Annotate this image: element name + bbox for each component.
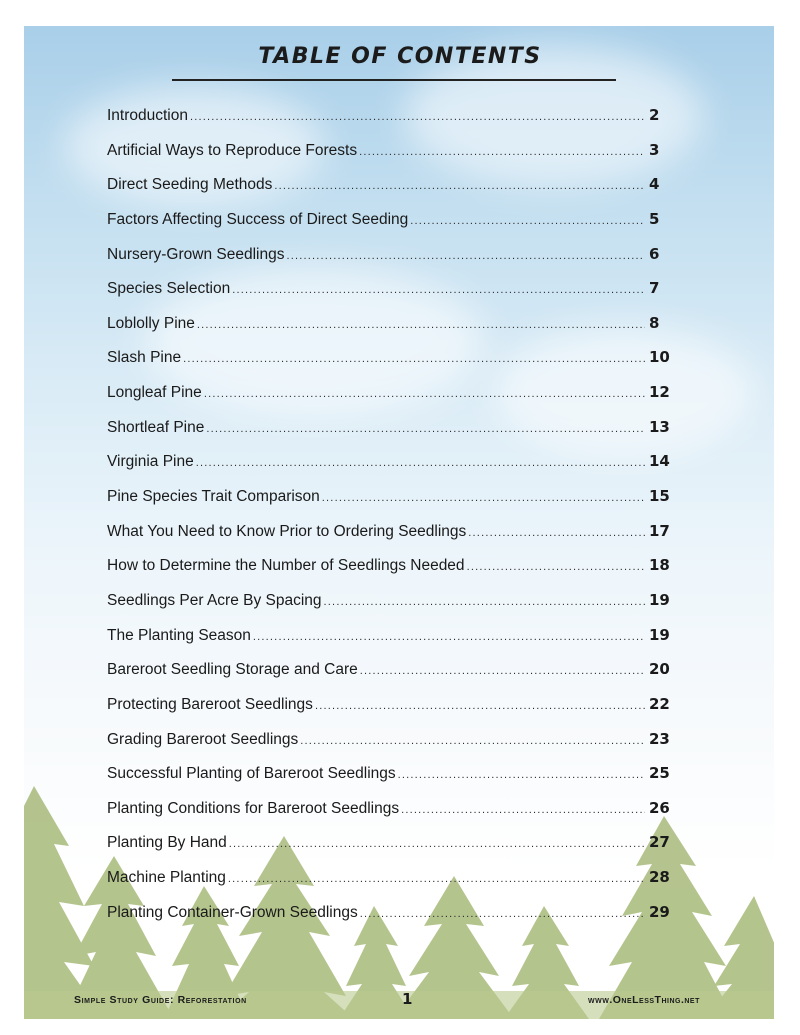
toc-entry-label: Nursery-Grown Seedlings bbox=[107, 245, 285, 263]
toc-leader-dots bbox=[204, 388, 645, 400]
toc-leader-dots bbox=[190, 111, 645, 123]
footer-website-link[interactable]: www.OneLessThing.net bbox=[588, 994, 700, 1006]
toc-entry-label: Longleaf Pine bbox=[107, 384, 202, 402]
toc-entry[interactable] bbox=[107, 522, 675, 557]
toc-leader-dots bbox=[274, 180, 645, 192]
toc-entry-page: 19 bbox=[649, 625, 670, 644]
toc-entry[interactable] bbox=[107, 210, 675, 245]
toc-leader-dots bbox=[197, 319, 645, 331]
toc-entry-label: Species Selection bbox=[107, 280, 231, 298]
toc-leader-dots bbox=[228, 873, 645, 885]
toc-entry-label: Pine Species Trait Comparison bbox=[107, 488, 320, 506]
toc-entry-page: 15 bbox=[649, 487, 670, 506]
toc-entry-label: What You Need to Know Prior to Ordering Seedlings bbox=[107, 522, 467, 540]
toc-leader-dots bbox=[324, 596, 645, 608]
toc-entry-page: 4 bbox=[649, 175, 660, 194]
toc-leader-dots bbox=[360, 908, 645, 920]
toc-leader-dots bbox=[206, 423, 645, 435]
toc-leader-dots bbox=[468, 527, 645, 539]
toc-entry-label: Planting Container-Grown Seedlings bbox=[107, 903, 358, 921]
toc-entry-page: 14 bbox=[649, 452, 670, 471]
toc-entry[interactable] bbox=[107, 383, 675, 418]
toc-entry[interactable] bbox=[107, 660, 675, 695]
toc-entry[interactable] bbox=[107, 799, 675, 834]
toc-entry-label: Factors Affecting Success of Direct Seeding bbox=[107, 210, 409, 228]
toc-leader-dots bbox=[401, 804, 645, 816]
footer-page-number: 1 bbox=[402, 990, 413, 1008]
toc-entry-page: 17 bbox=[649, 521, 670, 540]
toc-entry-page: 23 bbox=[649, 729, 670, 748]
toc-entry-page: 7 bbox=[649, 279, 660, 298]
toc-entry-label: Slash Pine bbox=[107, 349, 182, 367]
toc-entry-label: Bareroot Seedling Storage and Care bbox=[107, 661, 358, 679]
toc-entry-label: Direct Seeding Methods bbox=[107, 176, 273, 194]
title-underline bbox=[172, 79, 616, 81]
toc-entry-label: Seedlings Per Acre By Spacing bbox=[107, 591, 322, 609]
toc-leader-dots bbox=[196, 457, 645, 469]
toc-entry-page: 3 bbox=[649, 140, 660, 159]
toc-entry-label: Introduction bbox=[107, 107, 188, 124]
toc-entry-label: Loblolly Pine bbox=[107, 314, 195, 332]
toc-entry-page: 8 bbox=[649, 313, 660, 332]
toc-leader-dots bbox=[398, 769, 645, 781]
page-title: TABLE OF CONTENTS bbox=[258, 44, 542, 69]
toc-entry-label: Machine Planting bbox=[107, 869, 226, 887]
toc-leader-dots bbox=[286, 250, 645, 262]
toc-entry[interactable] bbox=[107, 626, 675, 661]
toc-entry-label: Grading Bareroot Seedlings bbox=[107, 730, 299, 748]
toc-entry[interactable] bbox=[107, 348, 675, 383]
toc-entry-page: 20 bbox=[649, 660, 670, 679]
toc-entry-page: 12 bbox=[649, 383, 670, 402]
toc-entry-label: Protecting Bareroot Seedlings bbox=[107, 695, 313, 713]
toc-entry-page: 29 bbox=[649, 902, 670, 921]
toc-entry[interactable] bbox=[107, 730, 675, 765]
toc-leader-dots bbox=[232, 284, 645, 296]
toc-leader-dots bbox=[183, 353, 645, 365]
footer-guide-title: Simple Study Guide: Reforestation bbox=[74, 994, 247, 1006]
toc-entry[interactable] bbox=[107, 695, 675, 730]
toc-entry-page: 28 bbox=[649, 868, 670, 887]
toc-entry-label: Successful Planting of Bareroot Seedlings bbox=[107, 765, 396, 783]
toc-entry[interactable] bbox=[107, 556, 675, 591]
toc-entry[interactable] bbox=[107, 487, 675, 522]
toc-entry[interactable] bbox=[107, 245, 675, 280]
toc-entry[interactable] bbox=[107, 418, 675, 453]
toc-entry[interactable] bbox=[107, 314, 675, 349]
toc-entry-page: 2 bbox=[649, 106, 660, 124]
toc-entry-label: How to Determine the Number of Seedlings Needed bbox=[107, 557, 465, 575]
toc-leader-dots bbox=[300, 735, 645, 747]
toc-leader-dots bbox=[410, 215, 645, 227]
toc-entry-page: 13 bbox=[649, 417, 670, 436]
toc-entry-page: 25 bbox=[649, 764, 670, 783]
toc-entry[interactable] bbox=[107, 452, 675, 487]
toc-entry[interactable] bbox=[107, 175, 675, 210]
toc-entry-page: 22 bbox=[649, 694, 670, 713]
toc-leader-dots bbox=[359, 146, 645, 158]
toc-leader-dots bbox=[467, 561, 645, 573]
toc-leader-dots bbox=[360, 665, 645, 677]
toc-entry-page: 26 bbox=[649, 798, 670, 817]
toc-entry-label: Planting Conditions for Bareroot Seedlings bbox=[107, 799, 400, 817]
toc-entry[interactable] bbox=[107, 141, 675, 176]
toc-entry-page: 10 bbox=[649, 348, 670, 367]
toc-entry-page: 6 bbox=[649, 244, 660, 263]
toc-entry[interactable] bbox=[107, 591, 675, 626]
toc-entry-page: 19 bbox=[649, 590, 670, 609]
toc-entry-label: Virginia Pine bbox=[107, 453, 194, 471]
toc-entry-label: Artificial Ways to Reproduce Forests bbox=[107, 141, 358, 159]
toc-leader-dots bbox=[315, 700, 645, 712]
toc-entry-label: Planting By Hand bbox=[107, 834, 227, 852]
toc-entry-label: The Planting Season bbox=[107, 626, 251, 644]
toc-entry[interactable] bbox=[107, 106, 675, 141]
toc-leader-dots bbox=[253, 631, 645, 643]
toc-entry[interactable] bbox=[107, 868, 675, 903]
toc-entry[interactable] bbox=[107, 764, 675, 799]
toc-entry[interactable] bbox=[107, 833, 675, 868]
toc-entry-page: 5 bbox=[649, 209, 660, 228]
toc-leader-dots bbox=[322, 492, 645, 504]
toc-entry-page: 27 bbox=[649, 833, 670, 852]
toc-entry-page: 18 bbox=[649, 556, 670, 575]
toc-entry-label: Shortleaf Pine bbox=[107, 418, 205, 436]
toc-entry[interactable] bbox=[107, 279, 675, 314]
table-of-contents bbox=[107, 106, 675, 937]
toc-leader-dots bbox=[229, 838, 645, 850]
toc-entry[interactable] bbox=[107, 903, 675, 938]
